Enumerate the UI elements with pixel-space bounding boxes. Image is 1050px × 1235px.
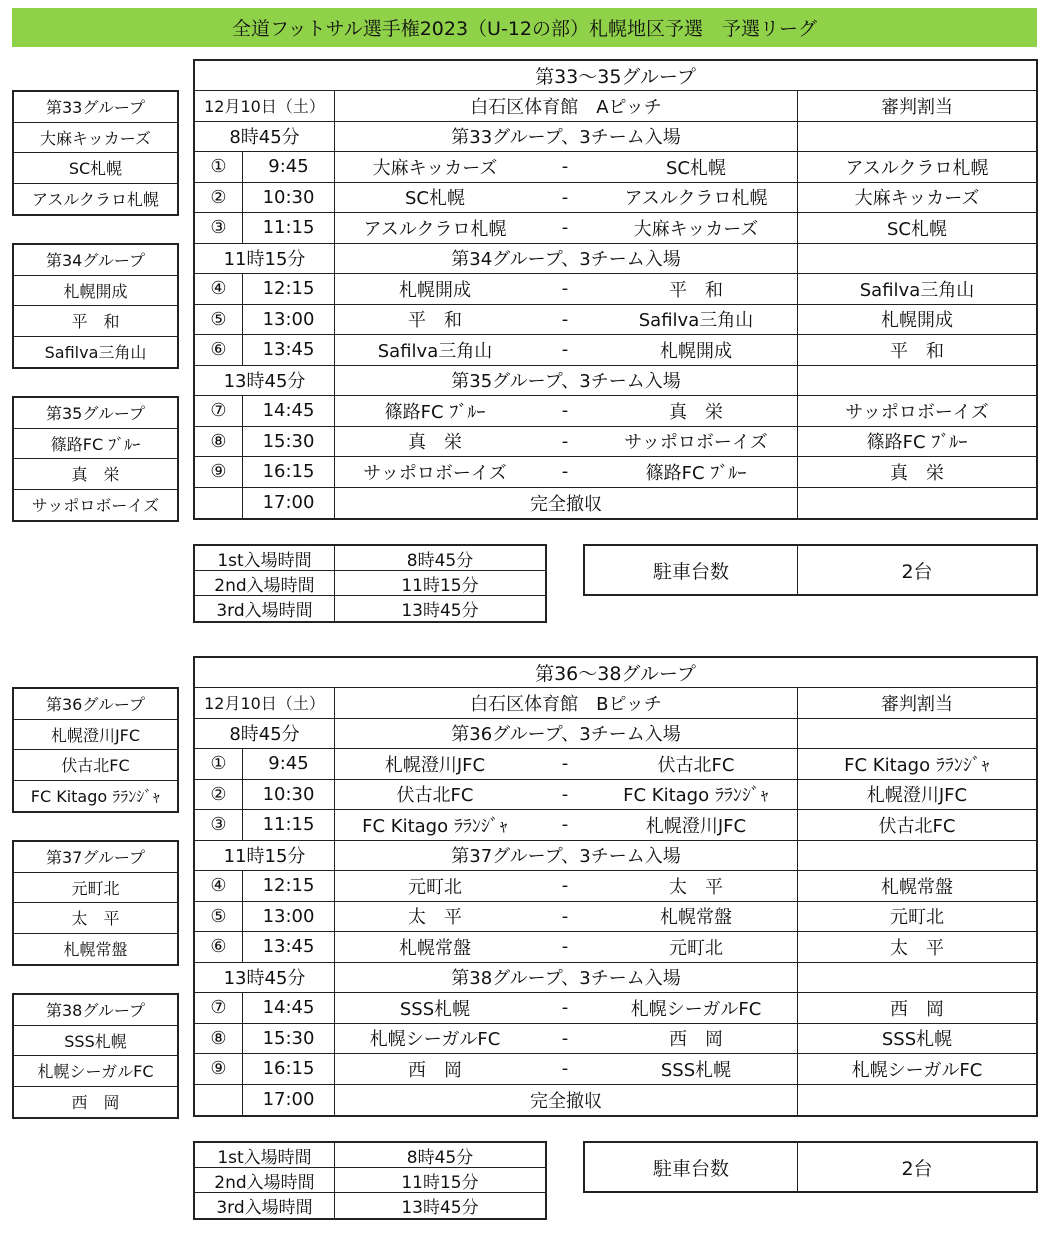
entry-time-table — [193, 1141, 547, 1220]
match-number: ⑦ — [195, 396, 243, 426]
referee-team: アスルクラロ札幌 — [845, 157, 989, 179]
team-name: FC Kitago ﾗﾗﾝｼﾞｬ — [30, 787, 161, 807]
match-time: 15:30 — [243, 427, 335, 457]
group-list — [12, 840, 179, 966]
home-team: 真 栄 — [408, 432, 462, 454]
versus-dash: - — [561, 814, 569, 836]
team-name: サッポロボーイズ — [31, 496, 160, 516]
versus-dash: - — [561, 1027, 569, 1049]
match-time: 15:30 — [243, 1024, 335, 1054]
match-time: 13:00 — [243, 305, 335, 335]
empty-cell — [798, 122, 1036, 152]
match-time: 11:15 — [243, 213, 335, 243]
entry-row — [195, 366, 1036, 397]
match-number: ⑨ — [195, 457, 243, 487]
home-team: 札幌澄川JFC — [384, 754, 486, 776]
match-row — [195, 396, 1036, 427]
versus-dash: - — [561, 936, 569, 958]
group-name: 第33グループ — [14, 92, 177, 123]
versus-dash: - — [561, 753, 569, 775]
entry-text: 第35グループ、3チーム入場 — [335, 366, 798, 396]
match-number: ⑥ — [195, 932, 243, 962]
empty-cell — [798, 366, 1036, 396]
team-name: 西 岡 — [71, 1093, 120, 1113]
closing-row — [195, 488, 1036, 519]
away-team: Safilva三角山 — [595, 305, 798, 335]
empty-cell — [798, 488, 1036, 519]
team-name: 札幌シーガルFC — [14, 1056, 177, 1087]
referee-team: SC札幌 — [887, 218, 947, 240]
group-list — [12, 396, 179, 522]
away-team: 札幌常盤 — [595, 902, 798, 932]
versus-dash: - — [561, 997, 569, 1019]
referee-team: 札幌開成 — [881, 310, 953, 332]
away-team: アスルクラロ札幌 — [595, 183, 798, 213]
versus-dash: - — [561, 430, 569, 452]
parking-value: 2台 — [901, 560, 933, 583]
entry-text: 第34グループ、3チーム入場 — [335, 244, 798, 274]
empty-cell — [798, 841, 1036, 871]
home-team: サッポロボーイズ — [363, 462, 507, 484]
versus-dash: - — [561, 875, 569, 897]
match-number: ⑨ — [195, 1054, 243, 1084]
home-team: FC Kitago ﾗﾗﾝｼﾞｬ — [362, 815, 508, 837]
match-time: 16:15 — [243, 1054, 335, 1084]
match-row — [195, 213, 1036, 244]
home-team: 平 和 — [408, 310, 462, 332]
venue-cell: 白石区体育館 Aピッチ — [335, 91, 798, 121]
referee-team: 大麻キッカーズ — [854, 188, 980, 210]
away-team: 札幌シーガルFC — [595, 993, 798, 1023]
match-time: 14:45 — [243, 993, 335, 1023]
entry-time-label: 3rd入場時間 — [195, 596, 335, 621]
referee-team: Safilva三角山 — [859, 279, 975, 301]
entry-text: 第37グループ、3チーム入場 — [335, 841, 798, 871]
entry-time-value: 11時15分 — [401, 575, 479, 596]
entry-time-row — [195, 596, 545, 621]
group-list — [12, 90, 179, 216]
entry-time-row — [195, 1168, 545, 1193]
away-team: 西 岡 — [595, 1024, 798, 1054]
closing-time: 17:00 — [243, 1085, 335, 1116]
away-team: 伏古北FC — [595, 749, 798, 779]
team-name: SC札幌 — [14, 153, 177, 184]
entry-time: 8時45分 — [195, 719, 335, 749]
team-name: 太 平 — [14, 903, 177, 934]
match-row — [195, 152, 1036, 183]
entry-time-table — [193, 544, 547, 623]
header-row — [195, 688, 1036, 719]
referee-team: 札幌常盤 — [881, 876, 953, 898]
team-name: 札幌澄川JFC — [14, 720, 177, 751]
group-name: 第36グループ — [14, 689, 177, 720]
schedule-caption: 第33～35グループ — [195, 61, 1036, 91]
entry-text: 第33グループ、3チーム入場 — [335, 122, 798, 152]
schedule-caption: 第36～38グループ — [195, 658, 1036, 688]
entry-time: 8時45分 — [195, 122, 335, 152]
entry-time-label: 1st入場時間 — [195, 546, 335, 570]
home-team: SSS札幌 — [399, 998, 471, 1020]
versus-dash: - — [561, 217, 569, 239]
versus-dash: - — [561, 783, 569, 805]
home-team: 元町北 — [408, 876, 462, 898]
date-cell: 12月10日（土） — [195, 688, 335, 718]
entry-row — [195, 963, 1036, 994]
entry-time-label: 2nd入場時間 — [195, 1168, 335, 1192]
match-time: 10:30 — [243, 780, 335, 810]
away-team: 札幌澄川JFC — [595, 810, 798, 840]
match-row — [195, 871, 1036, 902]
versus-dash: - — [561, 400, 569, 422]
away-team: 札幌開成 — [595, 335, 798, 365]
entry-time-value: 13時45分 — [401, 601, 479, 621]
group-name: 第37グループ — [14, 842, 177, 873]
entry-time-label: 3rd入場時間 — [195, 1193, 335, 1218]
match-row — [195, 427, 1036, 458]
referee-header: 審判割当 — [881, 693, 953, 715]
schedule-table — [193, 59, 1038, 520]
group-list — [12, 993, 179, 1119]
date-cell: 12月10日（土） — [195, 91, 335, 121]
match-number: ② — [195, 183, 243, 213]
match-row — [195, 274, 1036, 305]
entry-time: 11時15分 — [195, 244, 335, 274]
home-team: 札幌常盤 — [399, 937, 471, 959]
group-name: 第38グループ — [14, 995, 177, 1026]
match-number: ④ — [195, 871, 243, 901]
empty-cell — [195, 488, 243, 519]
match-number: ⑧ — [195, 1024, 243, 1054]
versus-dash: - — [561, 308, 569, 330]
match-number: ⑦ — [195, 993, 243, 1023]
match-number: ③ — [195, 213, 243, 243]
away-team: 元町北 — [595, 932, 798, 962]
match-row — [195, 902, 1036, 933]
match-row — [195, 183, 1036, 214]
match-number: ② — [195, 780, 243, 810]
entry-row — [195, 122, 1036, 153]
versus-dash: - — [561, 905, 569, 927]
empty-cell — [798, 719, 1036, 749]
versus-dash: - — [561, 339, 569, 361]
match-time: 9:45 — [243, 152, 335, 182]
home-team: SC札幌 — [405, 188, 465, 210]
entry-text: 第36グループ、3チーム入場 — [335, 719, 798, 749]
referee-team: 札幌澄川JFC — [866, 785, 968, 807]
home-team: 大麻キッカーズ — [372, 157, 498, 179]
entry-row — [195, 244, 1036, 275]
closing-time: 17:00 — [243, 488, 335, 519]
entry-time-row — [195, 1143, 545, 1168]
team-name: Safilva三角山 — [44, 343, 147, 363]
header-row — [195, 91, 1036, 122]
referee-team: 平 和 — [890, 340, 944, 362]
versus-dash: - — [561, 186, 569, 208]
entry-time: 11時15分 — [195, 841, 335, 871]
away-team: FC Kitago ﾗﾗﾝｼﾞｬ — [595, 780, 798, 810]
team-name: 札幌開成 — [14, 276, 177, 307]
match-time: 13:45 — [243, 335, 335, 365]
referee-team: 真 栄 — [890, 462, 944, 484]
entry-time-row — [195, 546, 545, 571]
referee-team: 篠路FC ﾌﾞﾙｰ — [866, 432, 968, 454]
group-name: 第35グループ — [14, 398, 177, 429]
referee-team: 西 岡 — [890, 998, 944, 1020]
versus-dash: - — [561, 461, 569, 483]
versus-dash: - — [561, 278, 569, 300]
home-team: 太 平 — [408, 907, 462, 929]
empty-cell — [798, 1085, 1036, 1116]
match-time: 13:45 — [243, 932, 335, 962]
schedule-section-1 — [0, 59, 1050, 619]
home-team: Safilva三角山 — [377, 340, 493, 362]
home-team: 札幌開成 — [399, 279, 471, 301]
home-team: 西 岡 — [408, 1059, 462, 1081]
team-name: SSS札幌 — [14, 1026, 177, 1057]
parking-box — [583, 544, 1038, 596]
parking-label: 駐車台数 — [585, 546, 798, 594]
entry-time-value: 11時15分 — [401, 1172, 479, 1193]
match-number: ③ — [195, 810, 243, 840]
referee-team: SSS札幌 — [881, 1029, 953, 1051]
empty-cell — [195, 1085, 243, 1116]
entry-time-row — [195, 1193, 545, 1218]
referee-team: 札幌シーガルFC — [851, 1059, 983, 1081]
referee-team: サッポロボーイズ — [845, 401, 989, 423]
match-row — [195, 993, 1036, 1024]
referee-team: 太 平 — [890, 937, 944, 959]
home-team: 伏古北FC — [396, 785, 474, 807]
match-row — [195, 305, 1036, 336]
match-time: 14:45 — [243, 396, 335, 426]
parking-box — [583, 1141, 1038, 1193]
match-time: 11:15 — [243, 810, 335, 840]
match-number: ⑤ — [195, 305, 243, 335]
versus-dash: - — [561, 156, 569, 178]
match-row — [195, 457, 1036, 488]
versus-dash: - — [561, 1058, 569, 1080]
away-team: SC札幌 — [595, 152, 798, 182]
entry-time-label: 1st入場時間 — [195, 1143, 335, 1167]
empty-cell — [798, 963, 1036, 993]
entry-row — [195, 719, 1036, 750]
entry-time: 13時45分 — [195, 963, 335, 993]
referee-header: 審判割当 — [881, 96, 953, 118]
home-team: アスルクラロ札幌 — [363, 218, 507, 240]
away-team: サッポロボーイズ — [595, 427, 798, 457]
home-team: 札幌シーガルFC — [369, 1029, 501, 1051]
match-row — [195, 1024, 1036, 1055]
match-row — [195, 1054, 1036, 1085]
away-team: SSS札幌 — [595, 1054, 798, 1084]
match-time: 12:15 — [243, 274, 335, 304]
group-list — [12, 243, 179, 369]
schedule-table — [193, 656, 1038, 1117]
referee-team: FC Kitago ﾗﾗﾝｼﾞｬ — [844, 754, 990, 776]
venue-cell: 白石区体育館 Bピッチ — [335, 688, 798, 718]
entry-time-value: 8時45分 — [406, 1147, 474, 1168]
match-number: ① — [195, 152, 243, 182]
away-team: 真 栄 — [595, 396, 798, 426]
page-title: 全道フットサル選手権2023（U-12の部）札幌地区予選 予選リーグ — [12, 8, 1037, 47]
match-row — [195, 932, 1036, 963]
team-name: 札幌常盤 — [63, 940, 128, 960]
empty-cell — [798, 244, 1036, 274]
parking-value: 2台 — [901, 1157, 933, 1180]
away-team: 篠路FC ﾌﾞﾙｰ — [595, 457, 798, 487]
match-time: 10:30 — [243, 183, 335, 213]
match-time: 16:15 — [243, 457, 335, 487]
home-team: 篠路FC ﾌﾞﾙｰ — [384, 401, 486, 423]
team-name: 元町北 — [14, 873, 177, 904]
schedule-section-2 — [0, 656, 1050, 1216]
team-name: アスルクラロ札幌 — [31, 190, 160, 210]
entry-time-value: 8時45分 — [406, 550, 474, 571]
match-row — [195, 335, 1036, 366]
group-name: 第34グループ — [14, 245, 177, 276]
team-name: 篠路FC ﾌﾞﾙｰ — [14, 429, 177, 460]
team-name: 伏古北FC — [14, 750, 177, 781]
match-time: 13:00 — [243, 902, 335, 932]
match-number: ⑤ — [195, 902, 243, 932]
match-row — [195, 780, 1036, 811]
match-row — [195, 749, 1036, 780]
entry-time-row — [195, 571, 545, 596]
team-name: 真 栄 — [14, 459, 177, 490]
team-name: 平 和 — [14, 306, 177, 337]
entry-row — [195, 841, 1036, 872]
closing-text: 完全撤収 — [335, 488, 798, 519]
match-row — [195, 810, 1036, 841]
entry-time-label: 2nd入場時間 — [195, 571, 335, 595]
match-time: 9:45 — [243, 749, 335, 779]
away-team: 大麻キッカーズ — [595, 213, 798, 243]
entry-time: 13時45分 — [195, 366, 335, 396]
closing-text: 完全撤収 — [335, 1085, 798, 1116]
referee-team: 伏古北FC — [878, 815, 956, 837]
away-team: 平 和 — [595, 274, 798, 304]
closing-row — [195, 1085, 1036, 1116]
match-number: ⑧ — [195, 427, 243, 457]
away-team: 太 平 — [595, 871, 798, 901]
group-list — [12, 687, 179, 813]
team-name: 大麻キッカーズ — [14, 123, 177, 154]
match-number: ④ — [195, 274, 243, 304]
entry-text: 第38グループ、3チーム入場 — [335, 963, 798, 993]
entry-time-value: 13時45分 — [401, 1198, 479, 1218]
referee-team: 元町北 — [890, 907, 944, 929]
match-number: ⑥ — [195, 335, 243, 365]
match-time: 12:15 — [243, 871, 335, 901]
parking-label: 駐車台数 — [585, 1143, 798, 1191]
match-number: ① — [195, 749, 243, 779]
